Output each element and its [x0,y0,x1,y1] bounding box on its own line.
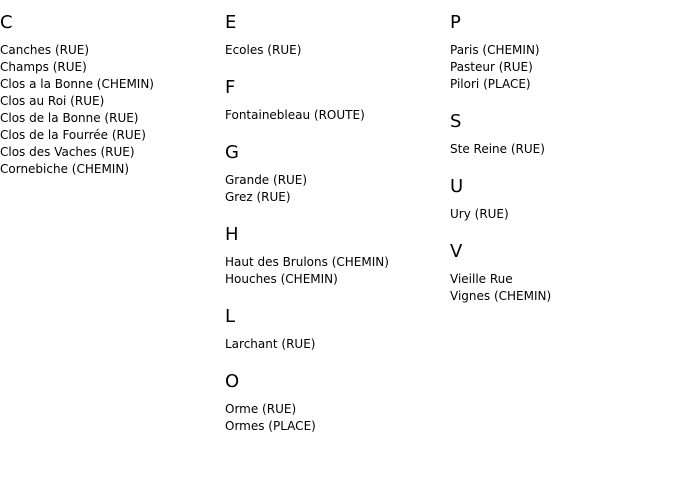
street-link[interactable]: Canches (RUE) [0,43,90,57]
street-link[interactable]: Grez (RUE) [225,190,291,204]
street-list [225,107,445,124]
street-list [450,271,670,305]
street-link[interactable]: Ormes (PLACE) [225,419,316,433]
street-link[interactable]: Cornebiche (CHEMIN) [0,162,129,176]
street-list [450,42,670,93]
street-link[interactable]: Haut des Brulons (CHEMIN) [225,255,389,269]
street-link[interactable]: Houches (CHEMIN) [225,272,338,286]
letter-heading: O [225,371,240,392]
street-link[interactable]: Clos a la Bonne (CHEMIN) [0,77,154,91]
street-link[interactable]: Larchant (RUE) [225,337,316,351]
letter-group-h [225,224,445,288]
street-list [225,401,445,435]
column-3 [450,0,670,305]
letter-heading: U [450,176,464,197]
letter-group-e [225,12,445,59]
letter-heading: V [450,241,463,262]
street-link[interactable]: Vieille Rue [450,272,513,286]
letter-heading: H [225,224,239,245]
letter-group-v [450,241,670,305]
letter-group-l [225,306,445,353]
column-1 [0,0,220,178]
letter-heading: F [225,77,236,98]
street-list [225,172,445,206]
letter-heading: C [0,12,13,33]
street-link[interactable]: Ury (RUE) [450,207,509,221]
street-link[interactable]: Champs (RUE) [0,60,87,74]
letter-group-c [0,12,220,178]
street-link[interactable]: Ste Reine (RUE) [450,142,545,156]
letter-heading: S [450,111,462,132]
letter-group-u [450,176,670,223]
street-link[interactable]: Pasteur (RUE) [450,60,533,74]
street-list [225,42,445,59]
street-link[interactable]: Fontainebleau (ROUTE) [225,108,365,122]
letter-heading: P [450,12,461,33]
street-link[interactable]: Clos de la Bonne (RUE) [0,111,139,125]
street-link[interactable]: Vignes (CHEMIN) [450,289,552,303]
street-link[interactable]: Clos de la Fourrée (RUE) [0,128,146,142]
street-link[interactable]: Grande (RUE) [225,173,308,187]
street-link[interactable]: Pilori (PLACE) [450,77,531,91]
street-link[interactable]: Paris (CHEMIN) [450,43,540,57]
letter-group-o [225,371,445,435]
street-link[interactable]: Clos au Roi (RUE) [0,94,105,108]
street-link[interactable]: Orme (RUE) [225,402,297,416]
column-2 [225,0,445,435]
letter-group-p [450,12,670,93]
letter-group-f [225,77,445,124]
letter-heading: E [225,12,237,33]
letter-heading: L [225,306,236,327]
letter-group-s [450,111,670,158]
street-list [225,254,445,288]
street-list [0,42,220,178]
street-link[interactable]: Clos des Vaches (RUE) [0,145,135,159]
letter-group-g [225,142,445,206]
street-link[interactable]: Ecoles (RUE) [225,43,302,57]
street-list [225,336,445,353]
letter-heading: G [225,142,239,163]
street-list [450,206,670,223]
street-list [450,141,670,158]
